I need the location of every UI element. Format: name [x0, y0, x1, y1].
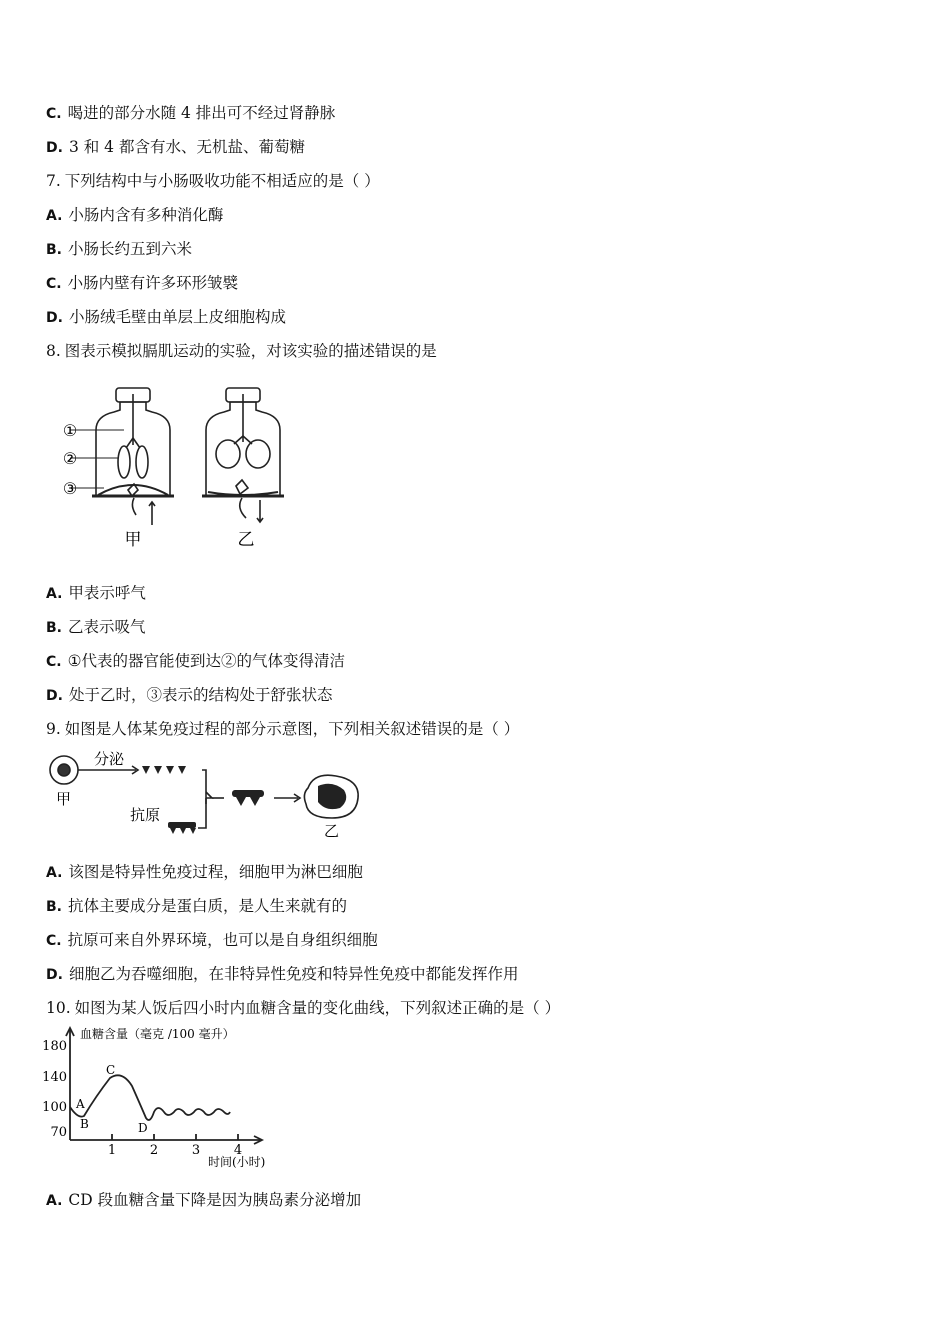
- line-text: 抗原可来自外界环境，也可以是自身组织细胞: [67, 931, 378, 949]
- line-label: B.: [46, 620, 62, 636]
- line-q9b: [46, 896, 347, 917]
- x-axis-label: 时间(小时): [208, 1155, 266, 1169]
- line-text: CD 段血糖含量下降是因为胰岛素分泌增加: [68, 1191, 362, 1209]
- line-text: 小肠长约五到六米: [68, 240, 193, 258]
- point-b: B: [80, 1117, 89, 1131]
- line-label: A.: [46, 208, 63, 224]
- diaphragm-experiment-figure: [56, 380, 296, 555]
- line-text: 小肠内壁有许多环形皱襞: [67, 274, 239, 292]
- point-d: D: [138, 1121, 148, 1135]
- immune-process-figure: [46, 748, 366, 838]
- line-text: 喝进的部分水随 4 排出可不经过肾静脉: [67, 104, 336, 122]
- line-q9c: [46, 930, 378, 951]
- ytick-180: 180: [42, 1039, 67, 1054]
- y-axis-label: 血糖含量（毫克 /100 毫升）: [80, 1027, 235, 1041]
- line-text: 小肠内含有多种消化酶: [68, 206, 224, 224]
- label-jia: 甲: [56, 790, 72, 808]
- line-q7: [46, 171, 380, 191]
- line-label: D.: [46, 967, 63, 983]
- line-label: A.: [46, 1193, 63, 1209]
- point-c: C: [106, 1063, 116, 1077]
- line-text: 该图是特异性免疫过程，细胞甲为淋巴细胞: [68, 863, 363, 881]
- line-q6d: [46, 137, 305, 158]
- line-text: 如图为某人饭后四小时内血糖含量的变化曲线，下列叙述正确的是（ ）: [74, 999, 561, 1017]
- line-label: C.: [46, 106, 62, 122]
- line-q9a: [46, 862, 363, 883]
- line-q7c: [46, 273, 238, 294]
- line-text: 抗体主要成分是蛋白质，是人生来就有的: [68, 897, 348, 915]
- line-label: 8.: [46, 342, 61, 360]
- line-label: 10.: [46, 999, 71, 1017]
- line-label: 7.: [46, 172, 61, 190]
- ytick-70: 70: [50, 1125, 67, 1140]
- line-label: A.: [46, 586, 63, 602]
- ytick-140: 140: [42, 1070, 67, 1085]
- point-a: A: [76, 1097, 85, 1111]
- line-text: 下列结构中与小肠吸收功能不相适应的是（ ）: [64, 172, 380, 190]
- line-text: 处于乙时，③表示的结构处于舒张状态: [68, 686, 333, 704]
- line-text: 3 和 4 都含有水、无机盐、葡萄糖: [68, 138, 305, 156]
- line-text: 细胞乙为吞噬细胞，在非特异性免疫和特异性免疫中都能发挥作用: [68, 965, 519, 983]
- blood-glucose-figure: [40, 1024, 280, 1174]
- xtick-3: 3: [191, 1143, 201, 1158]
- line-text: 乙表示吸气: [68, 618, 146, 636]
- glucose-curve: [70, 1075, 230, 1120]
- line-q8: [46, 341, 437, 361]
- line-text: 如图是人体某免疫过程的部分示意图，下列相关叙述错误的是（ ）: [64, 720, 520, 738]
- label-antigen: 抗原: [130, 806, 161, 824]
- line-q7a: [46, 205, 223, 226]
- xtick-2: 2: [149, 1143, 159, 1158]
- line-q7b: [46, 239, 192, 260]
- line-label: B.: [46, 899, 62, 915]
- label-3: ③: [62, 479, 78, 498]
- line-q10: [46, 998, 560, 1018]
- label-jia: 甲: [124, 530, 142, 550]
- line-text: ①代表的器官能使到达②的气体变得清洁: [67, 652, 345, 670]
- line-text: 图表示模拟膈肌运动的实验，对该实验的描述错误的是: [64, 342, 437, 360]
- label-1: ①: [62, 421, 78, 440]
- line-q6c: [46, 103, 335, 124]
- line-q8a: [46, 583, 146, 604]
- line-q9d: [46, 964, 518, 985]
- line-label: D.: [46, 688, 63, 704]
- line-label: A.: [46, 865, 63, 881]
- xtick-1: 1: [107, 1143, 117, 1158]
- line-q8b: [46, 617, 146, 638]
- line-label: D.: [46, 310, 63, 326]
- label-yi: 乙: [237, 530, 255, 550]
- line-text: 甲表示呼气: [68, 584, 146, 602]
- line-label: C.: [46, 933, 62, 949]
- xtick-4: 4: [233, 1143, 243, 1158]
- label-secrete: 分泌: [94, 750, 125, 768]
- line-q8c: [46, 651, 345, 672]
- line-label: D.: [46, 140, 63, 156]
- line-q10a: [46, 1190, 361, 1211]
- line-label: 9.: [46, 720, 61, 738]
- line-q8d: [46, 685, 332, 706]
- line-label: C.: [46, 654, 62, 670]
- line-text: 小肠绒毛壁由单层上皮细胞构成: [68, 308, 286, 326]
- line-label: B.: [46, 242, 62, 258]
- line-label: C.: [46, 276, 62, 292]
- label-yi: 乙: [324, 822, 340, 838]
- line-q7d: [46, 307, 286, 328]
- label-2: ②: [62, 449, 78, 468]
- line-q9: [46, 719, 519, 739]
- ytick-100: 100: [42, 1100, 67, 1115]
